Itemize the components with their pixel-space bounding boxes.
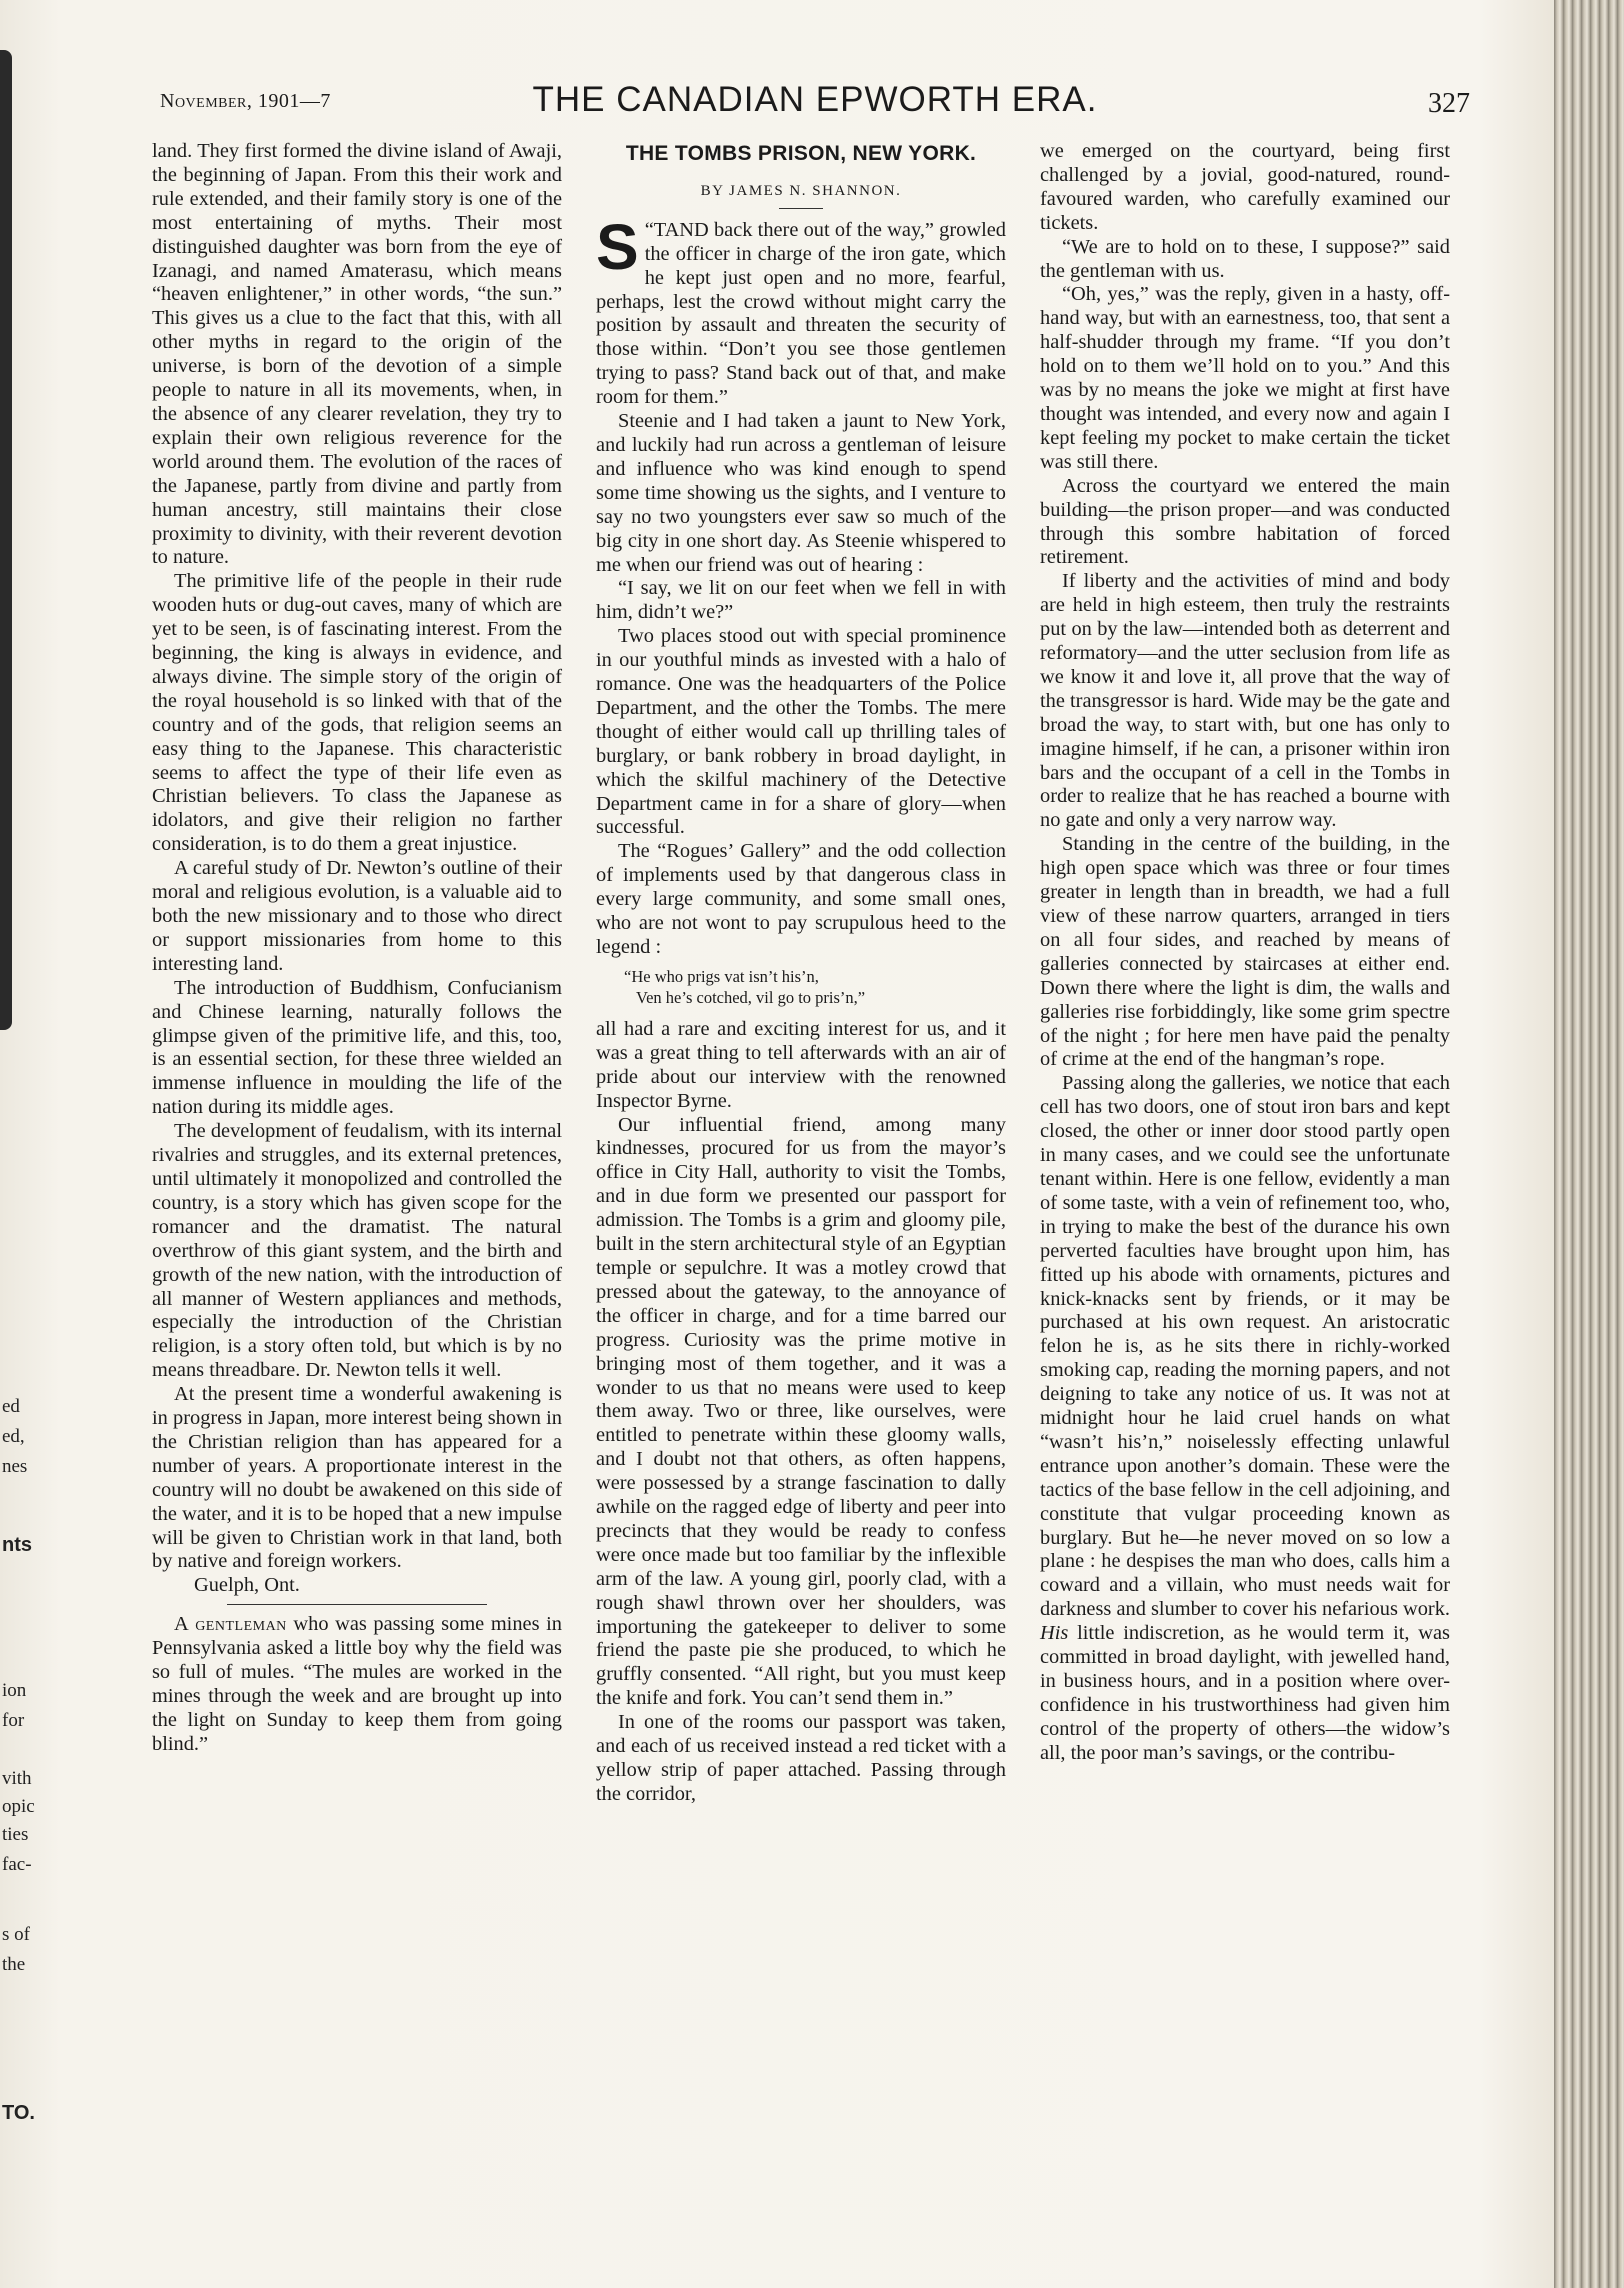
- margin-fragment: ties: [2, 1824, 29, 1845]
- paragraph: The introduction of Buddhism, Confucianism and Chinese learning, naturally follows the glimpse given of the primitive life, and this, too, is an essential section, for these three wielded an immense influence in moulding the life of the nation during its middle ages.: [152, 976, 562, 1119]
- issue-date: November, 1901—7: [160, 90, 331, 112]
- anecdote-lead: A gentleman: [174, 1613, 287, 1636]
- anecdote-paragraph: [152, 1613, 562, 1756]
- margin-fragment: ion: [2, 1680, 27, 1701]
- adjacent-page-border: [0, 50, 12, 1030]
- paragraph: Across the courtyard we entered the main building—the prison proper—and was conducted through this sombre habitation of forced retirement.: [1040, 474, 1450, 569]
- section-divider: [227, 1604, 487, 1605]
- article-title: THE TOMBS PRISON, NEW YORK.: [625, 142, 977, 165]
- verse-quote: [624, 966, 1006, 1008]
- column-3: [1040, 140, 1450, 1766]
- paragraph: In one of the rooms our passport was taken, and each of us received instead a red ticket with a yellow strip of paper attached. Passing through the corridor,: [596, 1711, 1006, 1805]
- margin-fragment: ed: [2, 1396, 20, 1417]
- margin-fragment: opic: [2, 1796, 35, 1817]
- verse-line: Ven he’s cotched, vil go to pris’n,”: [636, 987, 866, 1007]
- paragraph: The “Rogues’ Gallery” and the odd collection of implements used by that dangerous class in every large community, and some small ones, who are not wont to pay scrupulous heed to the legend :: [596, 840, 1006, 958]
- place-signoff: Guelph, Ont.: [194, 1574, 300, 1597]
- opening-text: TAND back there out of the way,” growled the officer in charge of the iron gate, which he kept just open and no more, fearful, perhaps, lest the crowd without might carry the position by assault and threaten the security of those within. “Don’t you see those gentlemen trying to pass? Stand back out of that, and make room for them.”: [596, 218, 1006, 409]
- paragraph: we emerged on the courtyard, being first challenged by a jovial, good-natured, round-favoured warden, who carefully examined our tickets.: [1040, 140, 1450, 234]
- paragraph: Our influential friend, among many kindnesses, procured for us from the mayor’s office in City Hall, authority to visit the Tombs, and in due form we presented our passport for admission. The Tombs is a grim and gloomy pile, built in the stern architectural style of an Egyptian temple or sepulchre. It was a motley crowd that pressed about the gateway, to the annoyance of the officer in charge, and for a time barred our progress. Curiosity was the prime motive in bringing most of them together, and it was a wonder to us that no means were used to keep them away. Two or three, like ourselves, were entitled to penetrate within these gloomy walls, and I doubt not that others, as often happens, were possessed by a strange fascination to dally awhile on the ragged edge of liberty and peer into precincts that they would be ready to confess were once made but too familiar by the inflexible arm of the law. A young girl, poorly clad, with a rough shawl thrown over her shoulders, was importuning the gatekeeper to deliver to some friend the paste pie she produced, to which he gruffly consented. “All right, but you must keep the knife and fork. You can’t send them in.”: [596, 1113, 1006, 1710]
- margin-fragment: ed,: [2, 1426, 25, 1447]
- byline-rule: [779, 208, 823, 209]
- page-number: 327: [1428, 88, 1470, 119]
- paragraph: Steenie and I had taken a jaunt to New York, and luckily had run across a gentleman of leisure and influence who was kind enough to spend some time showing us the sights, and I venture to say no two youngsters ever saw so much of the big city in one short day. As Steenie whispered to me when our friend was out of hearing :: [596, 410, 1006, 576]
- paragraph: Standing in the centre of the building, in the high open space which was three or four times greater in length than in breadth, we had a full view of these narrow quarters, arranged in tiers on all four sides, and reached by means of galleries connected by staircases at either end. Down there where the light is dim, the walls and galleries rise forbiddingly, like some grim spectre of the night ; for here men have paid the penalty of crime at the end of the hangman’s rope.: [1040, 833, 1450, 1071]
- anecdote-text: who was passing some mines in Pennsylvania asked a little boy why the field was so full of mules. “The mules are worked in the mines through the week and are brought up into the light on Sunday to keep them from going blind.”: [152, 1613, 562, 1755]
- opening-paragraph: “ S TAND back there out of the way,” growled the officer in charge of the iron gate, which he kept just open and no more, fearful, perhaps, lest the crowd without might carry the position by assault and threaten the security of those within. “Don’t you see those gentlemen trying to pass? Stand back out of that, and make room for them.”: [596, 210, 1006, 409]
- margin-fragment: vith: [2, 1768, 32, 1789]
- paragraph: A careful study of Dr. Newton’s outline of their moral and religious evolution, is a valuable aid to both the new missionary and to those who direct or support missionaries from home to this interesting land.: [152, 857, 562, 975]
- paragraph: “I say, we lit on our feet when we fell in with him, didn’t we?”: [596, 577, 1006, 624]
- paragraph: If liberty and the activities of mind and body are held in high esteem, then truly the restraints put on by the law—intended both as deterrent and reformatory—and the utter seclusion from life as we know it and love it, all prove that the way of the transgressor is hard. Wide may be the gate and broad the way, to start with, but one has only to imagine himself, if he can, a prisoner within iron bars and the occupant of a cell in the Tombs in order to realize that he has reached a bourne with no gate and only a very narrow way.: [1040, 570, 1450, 832]
- margin-fragment: nts: [2, 1534, 32, 1556]
- verse-line: “He who prigs vat isn’t his’n,: [624, 966, 819, 986]
- paragraph: The primitive life of the people in their rude wooden huts or dug-out caves, many of which are yet to be seen, is of fascinating interest. From the beginning, the king is always in evidence, and always divine. The simple story of the origin of the royal household is so linked with that of the country and of the gods, that religion seems an easy thing to the Japanese. This characteristic seems to affect the type of their life even as Christian believers. To class the Japanese as idolators, and give their religion no farther consideration, is to do them a great injustice.: [152, 570, 562, 856]
- paragraph: [1040, 1072, 1450, 1765]
- margin-fragment: TO.: [2, 2102, 35, 2124]
- paragraph: land. They first formed the divine island of Awaji, the beginning of Japan. From this their work and rule extended, and their family story is one of the most entertaining of myths. Their most distinguished daughter was born from the eye of Izanagi, and named Amaterasu, which means “heaven enlightener,” in other words, “the sun.” This gives us a clue to the fact that this, with all other myths in regard to the origin of the universe, is born of the devotion of a simple people to nature in all its movements, when, in the absence of any clearer revelation, they try to explain their own religious reverence for the world around them. The evolution of the races of the Japanese, partly from divine and partly from human ancestry, still maintains their close proximity to divinity, with their reverent devotion to nature.: [152, 140, 562, 569]
- page-header: [160, 80, 1470, 128]
- emphasis: His: [1040, 1622, 1069, 1645]
- margin-fragment: fac-: [2, 1854, 32, 1875]
- paragraph: At the present time a wonderful awakening is in progress in Japan, more interest being shown in the Christian religion than has appeared for a number of years. A proportionate interest in the country will no doubt be awakened on this side of the water, and it is to be hoped that a new impulse will be given to Christian work in that land, both by native and foreign workers.: [152, 1383, 562, 1573]
- publication-title: THE CANADIAN EPWORTH ERA.: [532, 80, 1098, 119]
- paragraph-text: little indiscretion, as he would term it, was committed in broad daylight, with jewelled hand, in business hours, and in a position where over-confidence in his trustworthiness had given him control of the property of others—the widow’s all, the poor man’s savings, or the contribu-: [1040, 1622, 1450, 1764]
- paragraph: The development of feudalism, with its internal rivalries and struggles, and its external pretences, until ultimately it monopolized and controlled the country, is a story which has given scope for the romancer and the dramatist. The natural overthrow of this giant system, and the birth and growth of the new nation, with the introduction of all manner of Western appliances and methods, especially the introduction of the Christian religion, is a story often told, but which is by no means threadbare. Dr. Newton tells it well.: [152, 1120, 562, 1382]
- article-byline: BY JAMES N. SHANNON.: [700, 182, 902, 199]
- paragraph: all had a rare and exciting interest for us, and it was a great thing to tell afterwards with an air of pride about our interview with the renowned Inspector Byrne.: [596, 1017, 1006, 1112]
- margin-fragment: the: [2, 1954, 26, 1975]
- drop-cap: S: [596, 210, 639, 283]
- column-1: [152, 140, 562, 1757]
- book-spine: [1554, 0, 1624, 2288]
- paragraph-text: Passing along the galleries, we notice that each cell has two doors, one of stout iron bars and kept closed, the other or inner door stood partly open in many cases, and we could see the unfortunate tenant within. Here is one fellow, evidently a man of some taste, with a vein of refinement too, who, in trying to make the best of the durance his own perverted faculties have brought upon him, has fitted up his abode with ornaments, pictures and knick-knacks sent by friends, or it may be purchased at his own request. An aristocratic felon he is, as he sits there in richly-worked smoking cap, reading the morning papers, and not deigning to take any notice of us. It was not at midnight hour he laid cruel hands on what “wasn’t his’n,” noiselessly effecting unlawful entrance upon another’s domain. These were the tactics of the base fellow in the cell adjoining, and constitute that vulgar proceeding known as burglary. But he—he never moved on so low a plane : he despises the man who does, calls him a coward and a villain, who must needs wait for darkness and slumber to cover his nefarious work.: [1040, 1072, 1450, 1621]
- margin-fragment: s of: [2, 1924, 30, 1945]
- paragraph: Two places stood out with special prominence in our youthful minds as invested with a halo of romance. One was the headquarters of the Police Department, and the other the Tombs. The mere thought of either would call up thrilling tales of burglary, or bank robbery in broad daylight, in which the skilful machinery of the Detective Department came in for a share of glory—when successful.: [596, 625, 1006, 839]
- column-2: [596, 140, 1006, 1807]
- margin-fragment: for: [2, 1710, 25, 1731]
- paragraph: “Oh, yes,” was the reply, given in a hasty, off-hand way, but with an earnestness, too, that sent a half-shudder through my frame. “If you don’t hold on to them we’ll hold on to you.” And this was by no means the joke we might at first have thought was intended, and every now and again I kept feeling my pocket to make certain the ticket was still there.: [1040, 283, 1450, 473]
- margin-fragment: nes: [2, 1456, 28, 1477]
- adjacent-page-margin: [0, 0, 60, 2288]
- paragraph: “We are to hold on to these, I suppose?” said the gentleman with us.: [1040, 235, 1450, 282]
